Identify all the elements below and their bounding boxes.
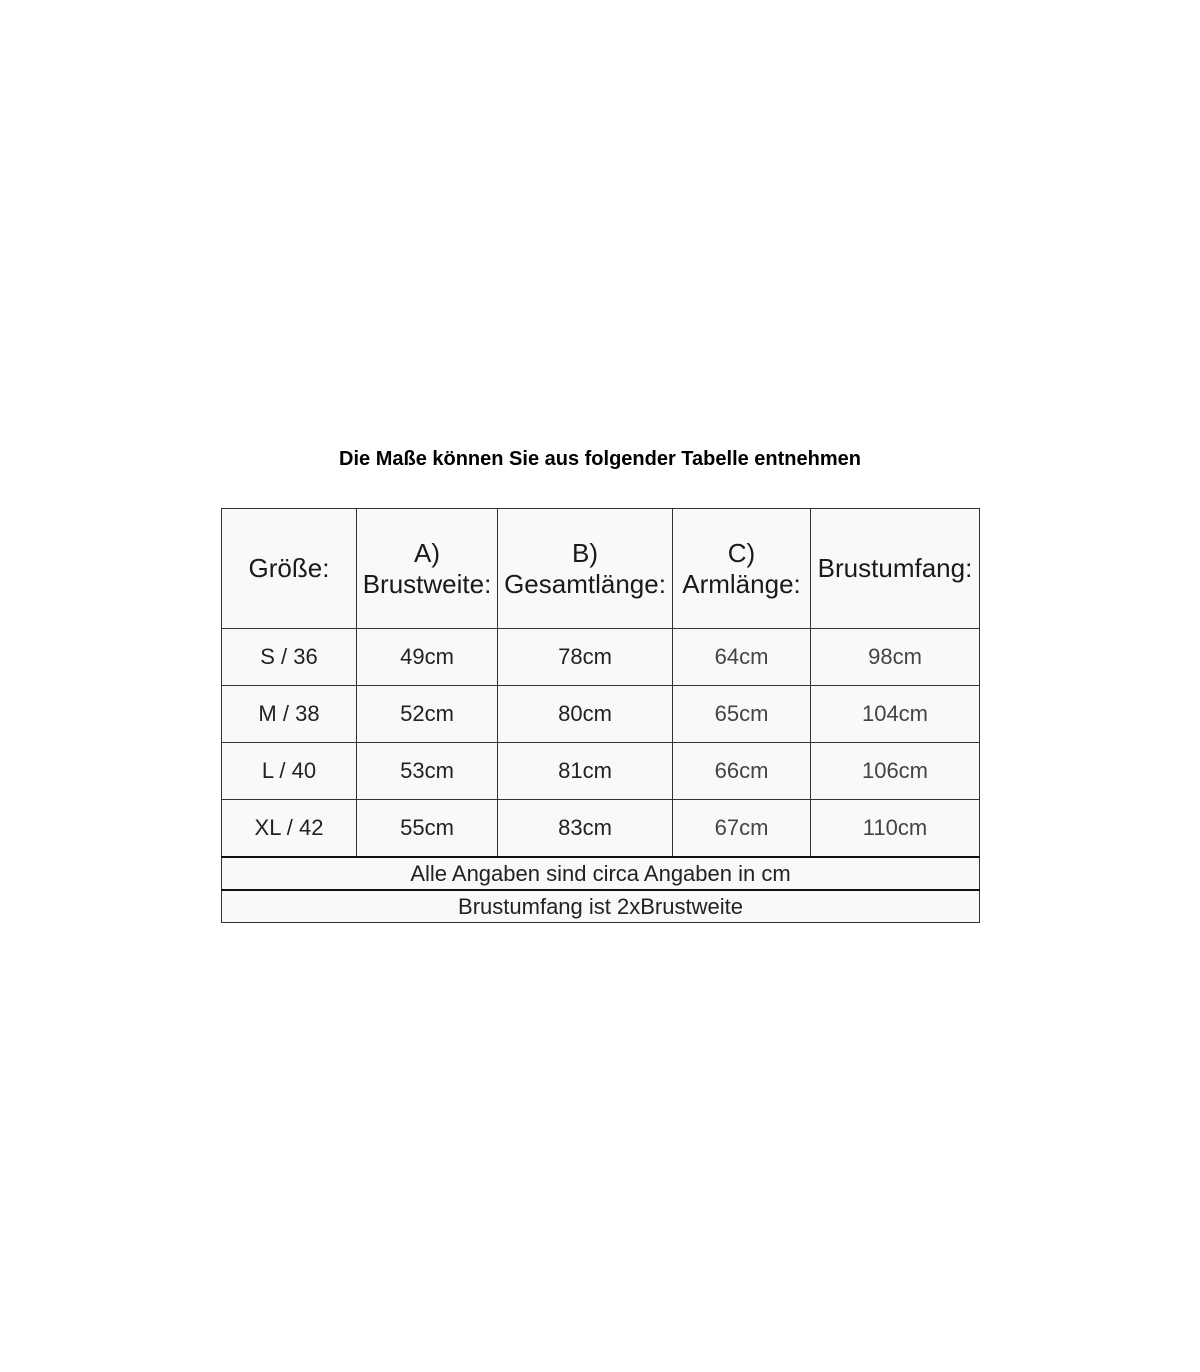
- cell-size: XL / 42: [222, 800, 357, 858]
- header-gesamtlaenge-label: Gesamtlänge:: [504, 568, 666, 599]
- cell-armlaenge: 65cm: [673, 686, 811, 743]
- header-armlaenge-prefix: C): [727, 537, 756, 568]
- cell-size: M / 38: [222, 686, 357, 743]
- header-brustweite-prefix: A): [414, 537, 440, 568]
- cell-brustumfang: 110cm: [811, 800, 980, 858]
- cell-gesamtlaenge: 78cm: [498, 629, 673, 686]
- table-note-row: [222, 890, 980, 923]
- cell-armlaenge: 67cm: [673, 800, 811, 858]
- header-armlaenge-label: Armlänge:: [682, 568, 801, 599]
- cell-armlaenge: 64cm: [673, 629, 811, 686]
- cell-brustumfang: 106cm: [811, 743, 980, 800]
- header-armlaenge: [673, 509, 811, 629]
- cell-brustumfang: 98cm: [811, 629, 980, 686]
- header-brustumfang: Brustumfang:: [811, 509, 980, 629]
- header-brustweite: [357, 509, 498, 629]
- size-table: [221, 508, 980, 923]
- table-note-row: [222, 857, 980, 890]
- cell-brustweite: 53cm: [357, 743, 498, 800]
- cell-brustweite: 52cm: [357, 686, 498, 743]
- cell-gesamtlaenge: 80cm: [498, 686, 673, 743]
- header-gesamtlaenge-prefix: B): [572, 537, 598, 568]
- page-title: Die Maße können Sie aus folgender Tabelle entnehmen: [339, 448, 861, 470]
- table-row: [222, 800, 980, 858]
- cell-brustweite: 55cm: [357, 800, 498, 858]
- cell-gesamtlaenge: 83cm: [498, 800, 673, 858]
- note-circa-angaben: Alle Angaben sind circa Angaben in cm: [222, 857, 980, 890]
- cell-size: L / 40: [222, 743, 357, 800]
- header-size: Größe:: [222, 509, 357, 629]
- table-row: [222, 629, 980, 686]
- cell-size: S / 36: [222, 629, 357, 686]
- cell-brustweite: 49cm: [357, 629, 498, 686]
- header-gesamtlaenge: [498, 509, 673, 629]
- cell-gesamtlaenge: 81cm: [498, 743, 673, 800]
- cell-armlaenge: 66cm: [673, 743, 811, 800]
- header-brustweite-label: Brustweite:: [362, 568, 492, 599]
- cell-brustumfang: 104cm: [811, 686, 980, 743]
- table-row: [222, 743, 980, 800]
- table-header-row: [222, 509, 980, 629]
- note-brustumfang: Brustumfang ist 2xBrustweite: [222, 890, 980, 923]
- table-row: [222, 686, 980, 743]
